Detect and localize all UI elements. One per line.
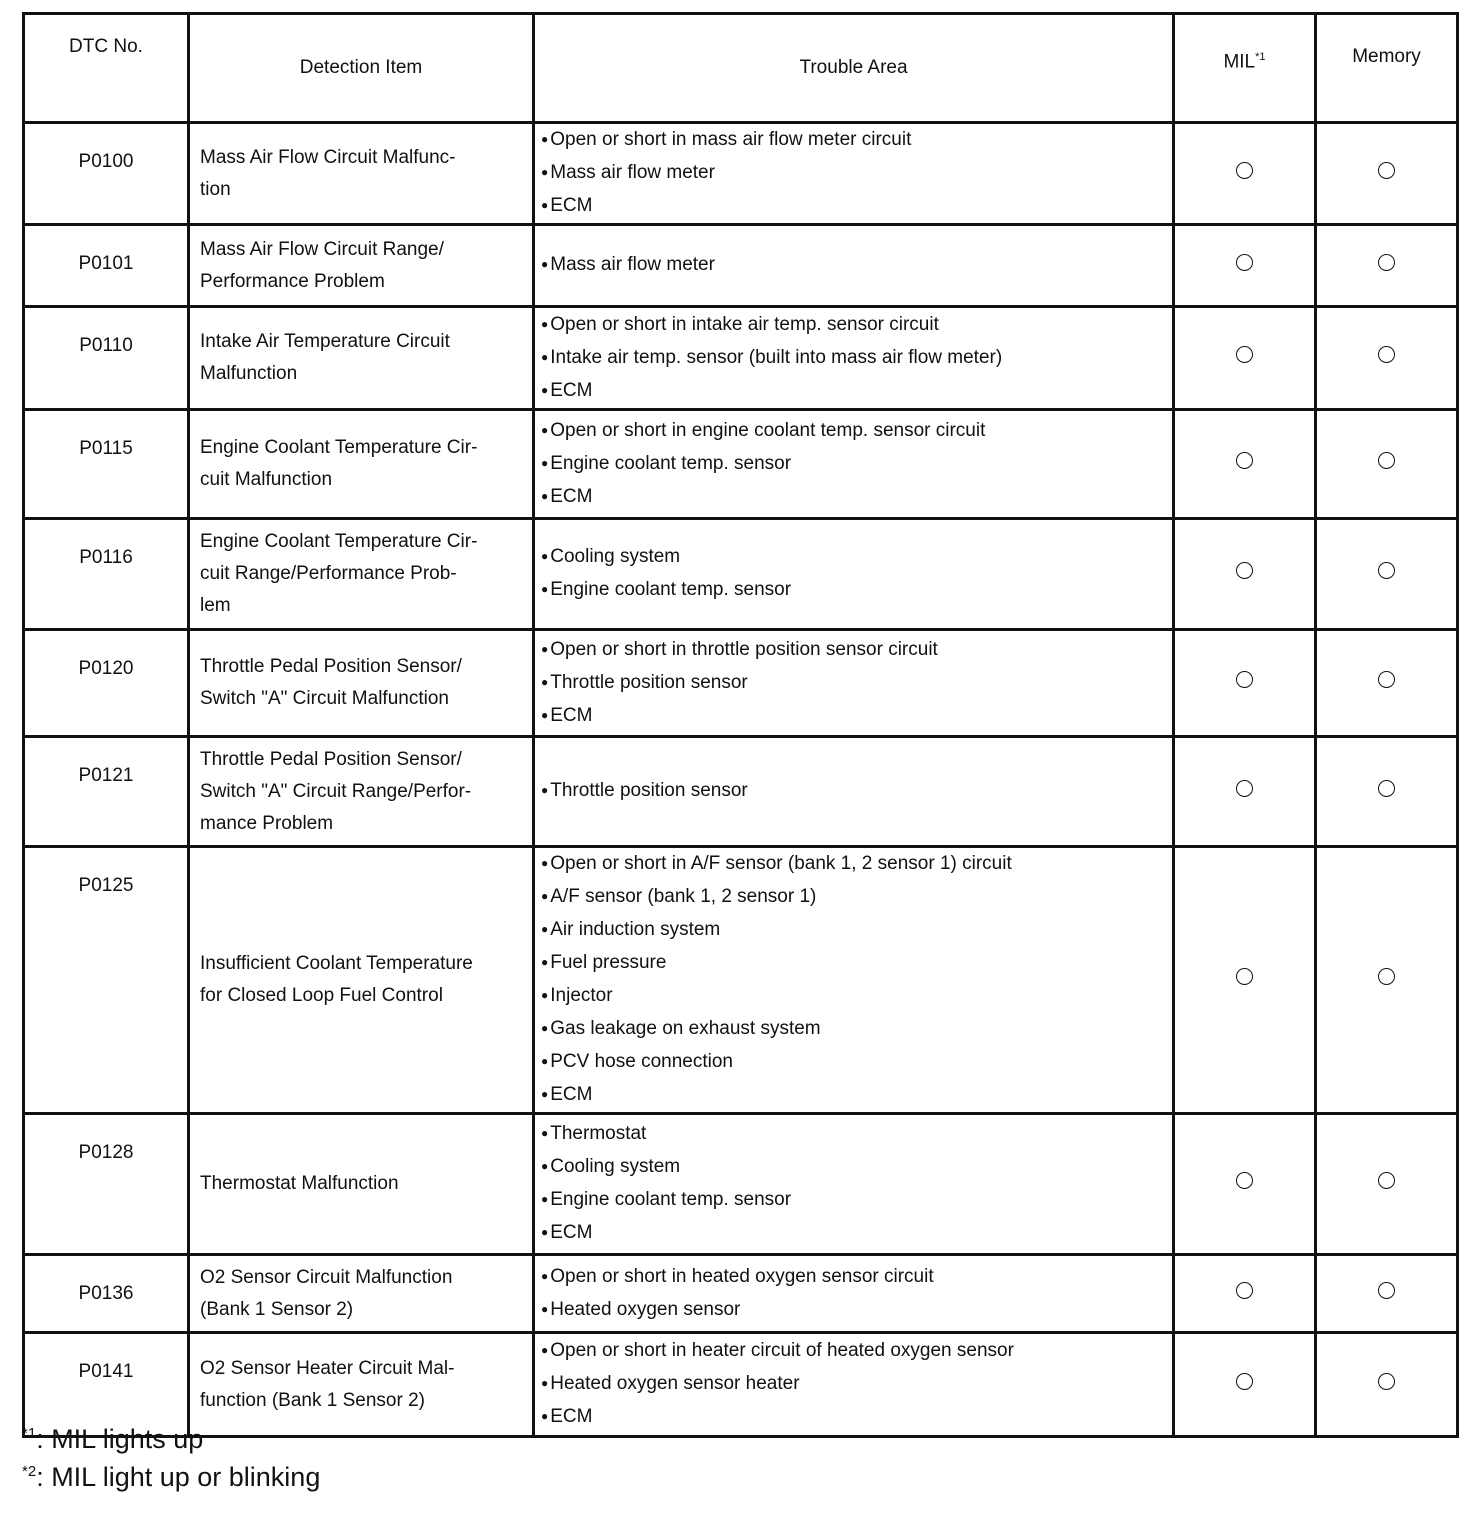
detection-item-line: Thermostat Malfunction [200, 1173, 399, 1194]
dtc-code: P0115 [24, 410, 189, 519]
detection-item [189, 737, 534, 847]
trouble-area-text: Throttle position sensor [550, 671, 748, 693]
trouble-area-item [541, 980, 1172, 1013]
trouble-area-text: Open or short in intake air temp. sensor circuit [550, 313, 939, 335]
trouble-area-item [541, 481, 1172, 514]
trouble-area-item [541, 190, 1172, 223]
circle-mark-icon [1236, 671, 1253, 688]
bullet-icon: ● [541, 707, 549, 722]
mil-cell [1174, 1114, 1316, 1255]
mil-cell [1174, 630, 1316, 737]
trouble-area-item [541, 667, 1172, 700]
mil-cell [1174, 225, 1316, 307]
circle-mark-icon [1378, 562, 1395, 579]
trouble-area-item [541, 1335, 1172, 1368]
trouble-area-item [541, 1118, 1172, 1151]
detection-item-line: Engine Coolant Temperature Cir- [200, 531, 478, 552]
detection-item-line: O2 Sensor Heater Circuit Mal- [200, 1357, 455, 1379]
header-detection-item: Detection Item [189, 14, 534, 123]
bullet-icon: ● [541, 889, 549, 903]
mil-cell [1174, 307, 1316, 410]
detection-item-line: Throttle Pedal Position Sensor/ [200, 748, 462, 770]
memory-cell [1316, 123, 1458, 225]
footnote-mark: *1 [22, 1425, 37, 1442]
detection-item-line: Engine Coolant Temperature Cir- [200, 437, 478, 458]
table-row [24, 1255, 1458, 1333]
circle-mark-icon [1236, 346, 1253, 363]
memory-cell [1316, 410, 1458, 519]
bullet-icon: ● [541, 955, 549, 969]
table-row [24, 123, 1458, 225]
bullet-icon: ● [541, 1159, 549, 1173]
header-trouble-area: Trouble Area [534, 14, 1174, 123]
footnote-text: : MIL light up or blinking [36, 1462, 321, 1492]
footnote-1 [22, 1424, 203, 1455]
trouble-area-text: PCV hose connection [550, 1051, 733, 1072]
table-row [24, 519, 1458, 630]
detection-item [189, 1114, 534, 1255]
mil-cell [1174, 519, 1316, 630]
header-memory: Memory [1316, 14, 1458, 123]
detection-item-line: for Closed Loop Fuel Control [200, 985, 443, 1006]
trouble-area-item [541, 947, 1172, 980]
detection-item [189, 1333, 534, 1437]
trouble-area-item [541, 157, 1172, 190]
trouble-area-text: ECM [550, 485, 593, 507]
bullet-icon: ● [541, 1126, 549, 1140]
trouble-area-item [541, 1261, 1172, 1294]
bullet-icon: ● [541, 316, 549, 331]
bullet-icon: ● [541, 1409, 549, 1423]
table-row [24, 1333, 1458, 1437]
dtc-code: P0101 [24, 225, 189, 307]
circle-mark-icon [1236, 1373, 1253, 1390]
detection-item-line: O2 Sensor Circuit Malfunction [200, 1266, 453, 1288]
bullet-icon: ● [541, 856, 549, 870]
detection-item-line: Intake Air Temperature Circuit [200, 331, 450, 352]
trouble-area-text: ECM [550, 379, 593, 401]
bullet-icon: ● [541, 198, 549, 212]
circle-mark-icon [1236, 1282, 1253, 1299]
detection-item-line: (Bank 1 Sensor 2) [200, 1298, 354, 1320]
bullet-icon: ● [541, 641, 549, 656]
detection-item-line: cuit Range/Performance Prob- [200, 563, 457, 584]
detection-item [189, 410, 534, 519]
detection-item [189, 123, 534, 225]
trouble-area-text: ECM [550, 1084, 593, 1105]
mil-cell [1174, 1255, 1316, 1333]
dtc-code: P0141 [24, 1333, 189, 1437]
detection-item-line: Throttle Pedal Position Sensor/ [200, 656, 462, 677]
bullet-icon: ● [541, 257, 549, 271]
dtc-table [22, 12, 1459, 1438]
detection-item-line: lem [200, 595, 231, 616]
trouble-area-text: Open or short in A/F sensor (bank 1, 2 sensor 1) circuit [550, 853, 1012, 874]
dtc-code: P0110 [24, 307, 189, 410]
bullet-icon: ● [541, 1268, 549, 1283]
mil-cell [1174, 847, 1316, 1114]
bullet-icon: ● [541, 988, 549, 1002]
trouble-area-text: ECM [550, 1222, 593, 1243]
trouble-area-text: Engine coolant temp. sensor [550, 579, 792, 600]
memory-cell [1316, 847, 1458, 1114]
bullet-icon: ● [541, 132, 549, 146]
memory-cell [1316, 630, 1458, 737]
circle-mark-icon [1236, 562, 1253, 579]
table-row [24, 737, 1458, 847]
trouble-area-item [541, 914, 1172, 947]
memory-cell [1316, 1114, 1458, 1255]
memory-cell [1316, 1333, 1458, 1437]
bullet-icon: ● [541, 783, 549, 797]
trouble-area [534, 225, 1174, 307]
detection-item-line: Switch "A" Circuit Malfunction [200, 688, 449, 709]
circle-mark-icon [1236, 254, 1253, 271]
mil-cell [1174, 1333, 1316, 1437]
detection-item-line: Mass Air Flow Circuit Malfunc- [200, 146, 456, 168]
memory-cell [1316, 307, 1458, 410]
detection-item [189, 225, 534, 307]
trouble-area-text: Open or short in heated oxygen sensor circuit [550, 1265, 934, 1287]
trouble-area-text: Gas leakage on exhaust system [550, 1018, 821, 1039]
table-row [24, 307, 1458, 410]
dtc-code: P0121 [24, 737, 189, 847]
trouble-area-item [541, 375, 1172, 408]
detection-item-line: Mass Air Flow Circuit Range/ [200, 238, 444, 260]
trouble-area-item [541, 634, 1172, 667]
trouble-area-text: ECM [550, 195, 593, 216]
circle-mark-icon [1378, 671, 1395, 688]
table-row [24, 847, 1458, 1114]
bullet-icon: ● [541, 1087, 549, 1101]
circle-mark-icon [1378, 780, 1395, 797]
bullet-icon: ● [541, 549, 549, 563]
trouble-area-item [541, 415, 1172, 448]
circle-mark-icon [1378, 1172, 1395, 1189]
bullet-icon: ● [541, 455, 549, 470]
trouble-area-text: Open or short in heater circuit of heated oxygen sensor [550, 1340, 1014, 1361]
trouble-area-text: Mass air flow meter [550, 162, 715, 183]
bullet-icon: ● [541, 488, 549, 503]
header-dtc-no: DTC No. [24, 14, 189, 123]
circle-mark-icon [1378, 1282, 1395, 1299]
trouble-area-item [541, 775, 1172, 808]
trouble-area-item [541, 1151, 1172, 1184]
trouble-area-text: ECM [550, 1406, 593, 1427]
circle-mark-icon [1378, 346, 1395, 363]
footnote-mark: *2 [22, 1463, 37, 1480]
trouble-area-item [541, 1046, 1172, 1079]
trouble-area-item [541, 1368, 1172, 1401]
trouble-area [534, 630, 1174, 737]
trouble-area-item [541, 1401, 1172, 1434]
mil-cell [1174, 123, 1316, 225]
trouble-area-item [541, 574, 1172, 607]
detection-item [189, 1255, 534, 1333]
circle-mark-icon [1378, 162, 1395, 179]
bullet-icon: ● [541, 1192, 549, 1206]
trouble-area-item [541, 1184, 1172, 1217]
trouble-area-text: ECM [550, 704, 593, 726]
dtc-code: P0125 [24, 847, 189, 1114]
trouble-area-text: Heated oxygen sensor heater [550, 1373, 800, 1394]
bullet-icon: ● [541, 382, 549, 397]
trouble-area-text: Engine coolant temp. sensor [550, 1189, 792, 1210]
detection-item-line: Malfunction [200, 363, 298, 384]
trouble-area [534, 410, 1174, 519]
bullet-icon: ● [541, 922, 549, 936]
trouble-area [534, 847, 1174, 1114]
trouble-area-text: Open or short in engine coolant temp. sensor circuit [550, 419, 986, 441]
trouble-area-item [541, 1013, 1172, 1046]
bullet-icon: ● [541, 1054, 549, 1068]
trouble-area [534, 307, 1174, 410]
bullet-icon: ● [541, 1301, 549, 1316]
bullet-icon: ● [541, 1376, 549, 1390]
circle-mark-icon [1236, 780, 1253, 797]
circle-mark-icon [1378, 254, 1395, 271]
bullet-icon: ● [541, 1021, 549, 1035]
footnote-text: : MIL lights up [36, 1424, 204, 1454]
memory-cell [1316, 737, 1458, 847]
circle-mark-icon [1236, 1172, 1253, 1189]
bullet-icon: ● [541, 674, 549, 689]
detection-item-line: tion [200, 178, 231, 200]
trouble-area-text: Air induction system [550, 919, 721, 940]
detection-item-line: cuit Malfunction [200, 469, 333, 490]
detection-item-line: function (Bank 1 Sensor 2) [200, 1389, 425, 1411]
detection-item [189, 307, 534, 410]
trouble-area-item [541, 881, 1172, 914]
bullet-icon: ● [541, 165, 549, 179]
memory-cell [1316, 1255, 1458, 1333]
circle-mark-icon [1236, 452, 1253, 469]
trouble-area [534, 519, 1174, 630]
trouble-area-item [541, 541, 1172, 574]
bullet-icon: ● [541, 1225, 549, 1239]
memory-cell [1316, 519, 1458, 630]
circle-mark-icon [1378, 1373, 1395, 1390]
trouble-area-item [541, 1079, 1172, 1112]
header-row [24, 14, 1458, 123]
trouble-area-text: Mass air flow meter [550, 254, 715, 275]
trouble-area-text: Open or short in mass air flow meter circuit [550, 129, 912, 150]
dtc-code: P0120 [24, 630, 189, 737]
trouble-area-text: Intake air temp. sensor (built into mass air flow meter) [550, 346, 1003, 368]
trouble-area-item [541, 848, 1172, 881]
header-mil [1174, 14, 1316, 123]
bullet-icon: ● [541, 422, 549, 437]
trouble-area-text: Cooling system [550, 546, 681, 567]
mil-cell [1174, 737, 1316, 847]
trouble-area [534, 123, 1174, 225]
circle-mark-icon [1236, 968, 1253, 985]
detection-item-line: Switch "A" Circuit Range/Perfor- [200, 780, 472, 802]
trouble-area-item [541, 124, 1172, 157]
circle-mark-icon [1236, 162, 1253, 179]
trouble-area-item [541, 249, 1172, 282]
trouble-area-item [541, 342, 1172, 375]
dtc-code: P0128 [24, 1114, 189, 1255]
detection-item-line: mance Problem [200, 812, 334, 834]
detection-item [189, 630, 534, 737]
detection-item-line: Insufficient Coolant Temperature [200, 953, 473, 974]
bullet-icon: ● [541, 582, 549, 596]
trouble-area-text: Throttle position sensor [550, 780, 748, 801]
bullet-icon: ● [541, 1343, 549, 1357]
trouble-area-text: Heated oxygen sensor [550, 1298, 741, 1320]
header-mil-footnote: *1 [1255, 51, 1266, 63]
table-row [24, 225, 1458, 307]
dtc-code: P0100 [24, 123, 189, 225]
trouble-area [534, 1255, 1174, 1333]
detection-item [189, 847, 534, 1114]
trouble-area-item [541, 700, 1172, 733]
dtc-code: P0136 [24, 1255, 189, 1333]
trouble-area-text: Fuel pressure [550, 952, 667, 973]
table-row [24, 410, 1458, 519]
trouble-area-text: Injector [550, 985, 613, 1006]
table-row [24, 630, 1458, 737]
circle-mark-icon [1378, 452, 1395, 469]
footnote-2 [22, 1462, 320, 1493]
trouble-area-item [541, 448, 1172, 481]
trouble-area-item [541, 1217, 1172, 1250]
detection-item-line: Performance Problem [200, 270, 385, 292]
trouble-area [534, 1114, 1174, 1255]
trouble-area-text: Thermostat [550, 1123, 647, 1144]
trouble-area-item [541, 1294, 1172, 1327]
bullet-icon: ● [541, 349, 549, 364]
trouble-area-item [541, 309, 1172, 342]
trouble-area [534, 737, 1174, 847]
trouble-area-text: Engine coolant temp. sensor [550, 452, 792, 474]
dtc-code: P0116 [24, 519, 189, 630]
memory-cell [1316, 225, 1458, 307]
mil-cell [1174, 410, 1316, 519]
circle-mark-icon [1378, 968, 1395, 985]
trouble-area [534, 1333, 1174, 1437]
trouble-area-text: Open or short in throttle position sensor circuit [550, 638, 938, 660]
table-row [24, 1114, 1458, 1255]
trouble-area-text: A/F sensor (bank 1, 2 sensor 1) [550, 886, 817, 907]
trouble-area-text: Cooling system [550, 1156, 681, 1177]
header-mil-label: MIL [1223, 51, 1256, 73]
detection-item [189, 519, 534, 630]
